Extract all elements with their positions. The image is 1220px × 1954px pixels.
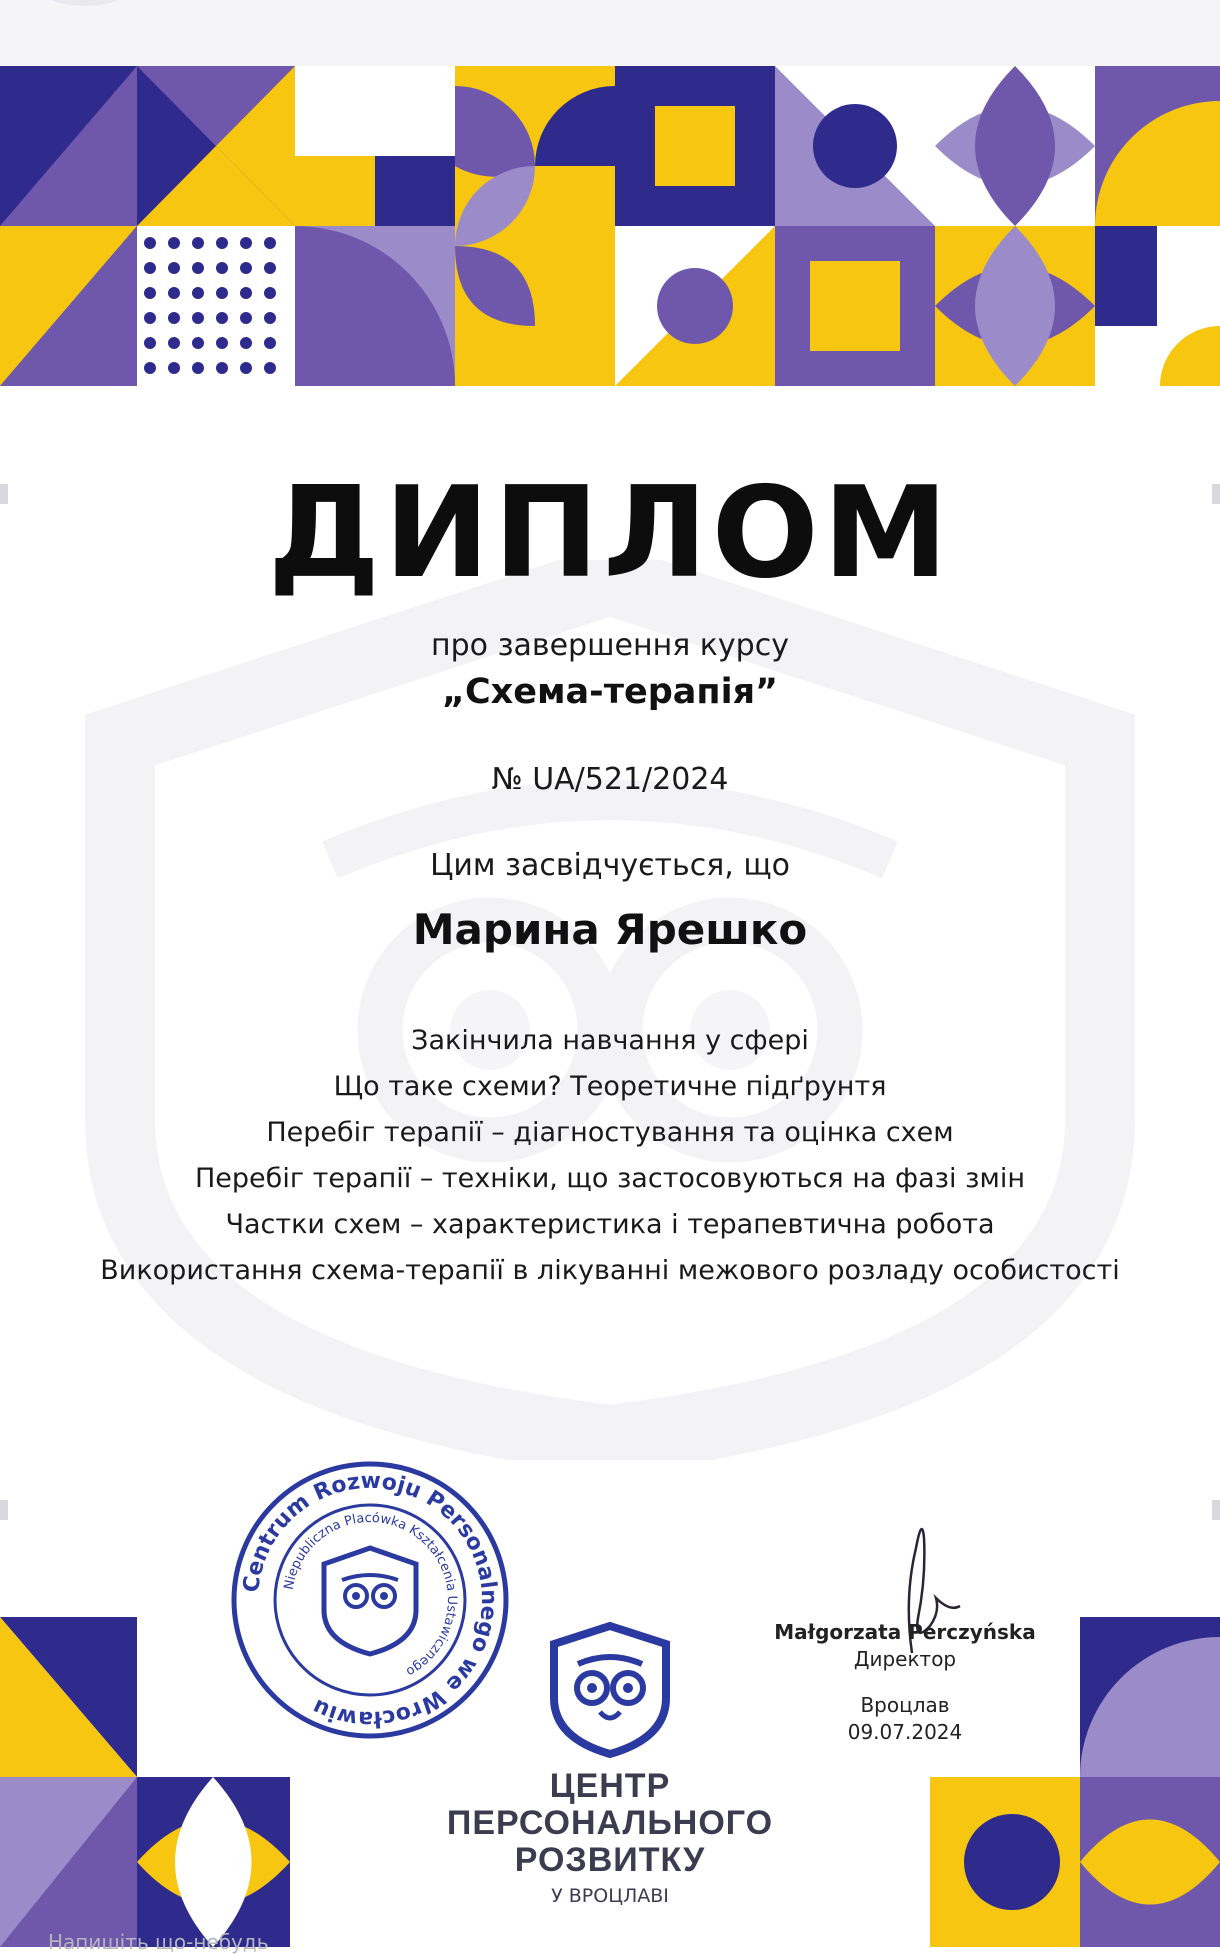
diploma-title: ДИПЛОМ <box>267 459 953 606</box>
cutoff-text: Напишіть що-небудь <box>48 1930 269 1954</box>
stamp-outer-text: Centrum Rozwoju Personalnego we Wrocławiu <box>239 1468 502 1732</box>
brand-subtitle: У ВРОЦЛАВІ <box>551 1885 669 1907</box>
signatory-role: Директор <box>853 1647 957 1671</box>
brand-line-3: РОЗВИТКУ <box>514 1841 706 1879</box>
topic-line: Перебіг терапії – діагностування та оцінка схем <box>266 1117 954 1148</box>
official-stamp <box>230 1460 510 1740</box>
brand-name <box>430 1768 790 1907</box>
owl-shield-icon <box>540 1620 680 1760</box>
diploma-subtitle: про завершення курсу <box>431 628 789 663</box>
topic-line: Перебіг терапії – техніки, що застосовуються на фазі змін <box>195 1163 1025 1194</box>
topic-line: Частки схем – характеристика і терапевтична робота <box>225 1209 995 1240</box>
edge-mark-right-bottom <box>1212 1500 1220 1520</box>
stamp-inner-text: Niepubliczna Placówka Kształcenia Ustawicznego <box>281 1510 460 1680</box>
issue-city: Вроцлав <box>860 1693 950 1717</box>
edge-mark-left-bottom <box>0 1500 8 1520</box>
topic-line: Що таке схеми? Теоретичне підґрунтя <box>333 1071 887 1102</box>
issue-date: 09.07.2024 <box>847 1720 963 1744</box>
top-bar <box>0 0 1220 66</box>
brand-line-1: ЦЕНТР <box>549 1767 671 1805</box>
certification-statement: Цим засвідчується, що <box>430 848 790 883</box>
signatory-name: Małgorzata Perczyńska <box>774 1620 1036 1644</box>
owl-shield-icon <box>324 1548 416 1654</box>
course-topics <box>0 1018 1220 1294</box>
course-name: „Схема-терапія” <box>441 672 779 712</box>
diploma-number: № UA/521/2024 <box>491 762 729 797</box>
geometric-banner <box>0 66 1220 386</box>
top-bar-shape <box>40 0 130 6</box>
recipient-name: Марина Ярешко <box>412 905 808 954</box>
signatory-block <box>770 1620 1040 1744</box>
topic-line: Закінчила навчання у сфері <box>411 1025 809 1056</box>
topic-line: Використання схема-терапії в лікуванні межового розладу особистості <box>100 1255 1120 1286</box>
brand-line-2: ПЕРСОНАЛЬНОГО <box>446 1804 774 1842</box>
